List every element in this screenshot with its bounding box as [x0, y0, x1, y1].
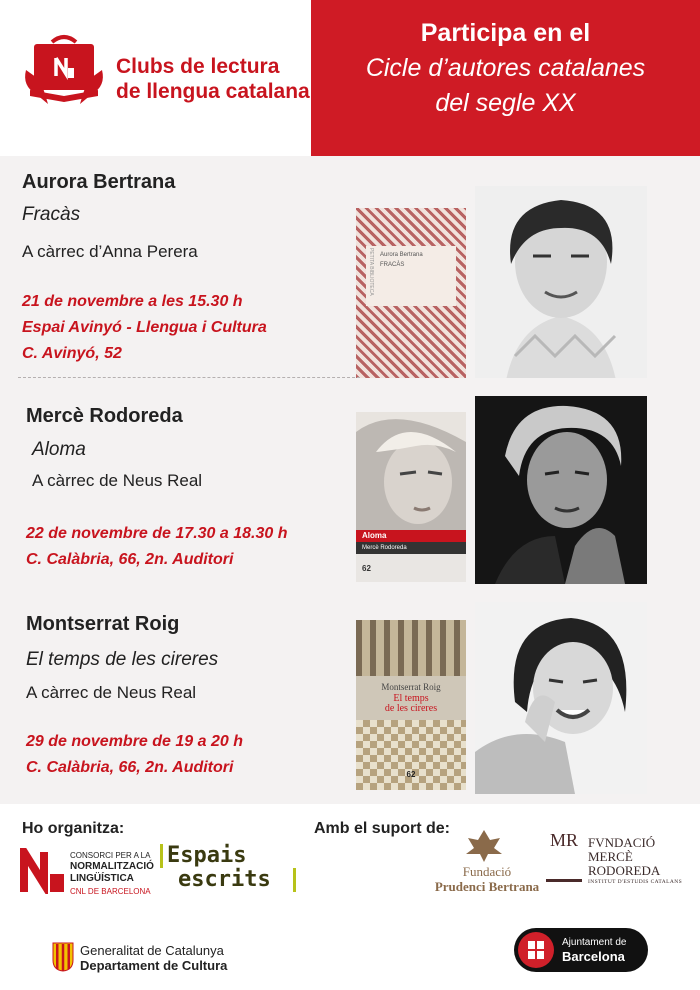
generalitat-shield-icon: [52, 942, 74, 972]
rodoreda-line-4: INSTITUT D'ESTUDIS CATALANS: [588, 879, 683, 885]
leaf-icon: [464, 828, 504, 862]
cover-label: [366, 246, 456, 306]
cover-title: FRACÀS: [380, 262, 405, 268]
event-bertrana: [0, 156, 700, 378]
cover-title-line-2: de les cireres: [384, 703, 438, 714]
generalitat-line-1: Generalitat de Catalunya: [80, 943, 224, 958]
footer: [0, 804, 700, 990]
espais-escrits-logo: [160, 844, 296, 892]
event-place: C. Calàbria, 66, 2n. Auditori: [26, 551, 234, 568]
presenter: A càrrec d’Anna Perera: [22, 242, 198, 261]
cover-publisher: 62: [406, 770, 416, 779]
event-date: 29 de novembre de 19 a 20 h: [26, 733, 243, 750]
header: [0, 0, 700, 156]
cover-photo: [356, 412, 466, 532]
barcelona-shield-icon: [518, 932, 554, 968]
author-name: Aurora Bertrana: [22, 171, 176, 193]
ajuntament-badge: [514, 928, 648, 972]
title-line-3: del segle XX: [435, 89, 576, 117]
cover-title: [356, 694, 466, 714]
logo-line-1: Clubs de lectura: [116, 55, 280, 78]
event-address: C. Avinyó, 52: [22, 345, 122, 362]
presenter: A càrrec de Neus Real: [32, 471, 203, 490]
cover-art-top: [356, 620, 466, 676]
bertrana-text: [432, 864, 542, 894]
rodoreda-line-3: RODOREDA: [588, 863, 661, 878]
rodoreda-text: [588, 836, 682, 886]
event-details: [26, 729, 243, 781]
event-details: [26, 521, 287, 573]
espais-line-1: Espais: [160, 844, 284, 868]
cover-publisher: 62: [362, 564, 371, 573]
organizer-label: Ho organitza:: [22, 820, 125, 837]
book-cover-el-temps: [356, 620, 466, 790]
portrait-photo: [475, 186, 647, 378]
presenter: A càrrec de Neus Real: [26, 683, 197, 702]
generalitat-line-2: Departament de Cultura: [80, 958, 228, 973]
cover-author: Mercè Rodoreda: [356, 542, 466, 554]
cover-title-line-1: El temps: [393, 693, 429, 704]
rodoreda-line-1: FVNDACIÓ: [588, 835, 656, 850]
event-rodoreda: [0, 378, 700, 588]
cpnl-line-3: LINGÜÍSTICA: [70, 873, 134, 884]
rodoreda-line-2: MERCÈ: [588, 849, 633, 864]
portrait-photo: [475, 396, 647, 584]
book-cover-aloma: [356, 412, 466, 582]
cpnl-text: [70, 851, 154, 897]
bertrana-line-2: Prudenci Bertrana: [434, 879, 540, 894]
cpnl-line-2: NORMALITZACIÓ: [70, 861, 154, 872]
cover-title: Aloma: [356, 530, 466, 542]
events-section: [0, 156, 700, 804]
event-date: 22 de novembre de 17.30 a 18.30 h: [26, 525, 288, 542]
rodoreda-mark-icon: MR: [546, 830, 582, 882]
book-title: Fracàs: [22, 204, 81, 225]
cpnl-line-1: CONSORCI PER A LA: [70, 851, 151, 860]
title-line-1: Participa en el: [420, 19, 591, 47]
book-title: Aloma: [32, 439, 86, 460]
ajuntament-line-2: Barcelona: [562, 949, 625, 964]
ajuntament-text: [562, 936, 627, 964]
book-title: El temps de les cireres: [26, 649, 219, 670]
espais-line-2: escrits: [160, 868, 296, 892]
bertrana-line-1: Fundació: [462, 864, 512, 879]
portrait-photo: [475, 602, 647, 794]
cpnl-line-4: CNL DE BARCELONA: [70, 887, 151, 896]
author-name: Mercè Rodoreda: [26, 405, 183, 427]
portrait-aurora-bertrana: [475, 186, 647, 378]
event-date: 21 de novembre a les 15.30 h: [22, 293, 243, 310]
cover-art-floor: [356, 720, 466, 790]
event-place: Espai Avinyó - Llengua i Cultura: [22, 319, 267, 336]
portrait-merce-rodoreda: [475, 396, 647, 584]
author-name: Montserrat Roig: [26, 613, 180, 635]
portrait-montserrat-roig: [475, 602, 647, 794]
cover-author: Aurora Bertrana: [380, 252, 423, 258]
event-roig: [0, 588, 700, 804]
event-details: [22, 289, 267, 367]
event-place: C. Calàbria, 66, 2n. Auditori: [26, 759, 234, 776]
logo-line-2: de llengua catalana: [116, 80, 310, 103]
title-box: [311, 0, 700, 156]
ajuntament-line-1: Ajuntament de: [562, 937, 627, 948]
cover-author: Montserrat Roig: [381, 682, 441, 692]
logo-text: [116, 54, 310, 104]
cpnl-logo-icon: [20, 848, 66, 894]
cover-series: PETITA BIBLIOTECA: [368, 248, 374, 296]
book-cover-fracas: [356, 208, 466, 378]
support-label: Amb el suport de:: [314, 820, 451, 837]
book-club-logo-icon: [22, 30, 106, 112]
generalitat-text: [80, 943, 227, 973]
title-line-2: Cicle d’autores catalanes: [365, 54, 646, 82]
